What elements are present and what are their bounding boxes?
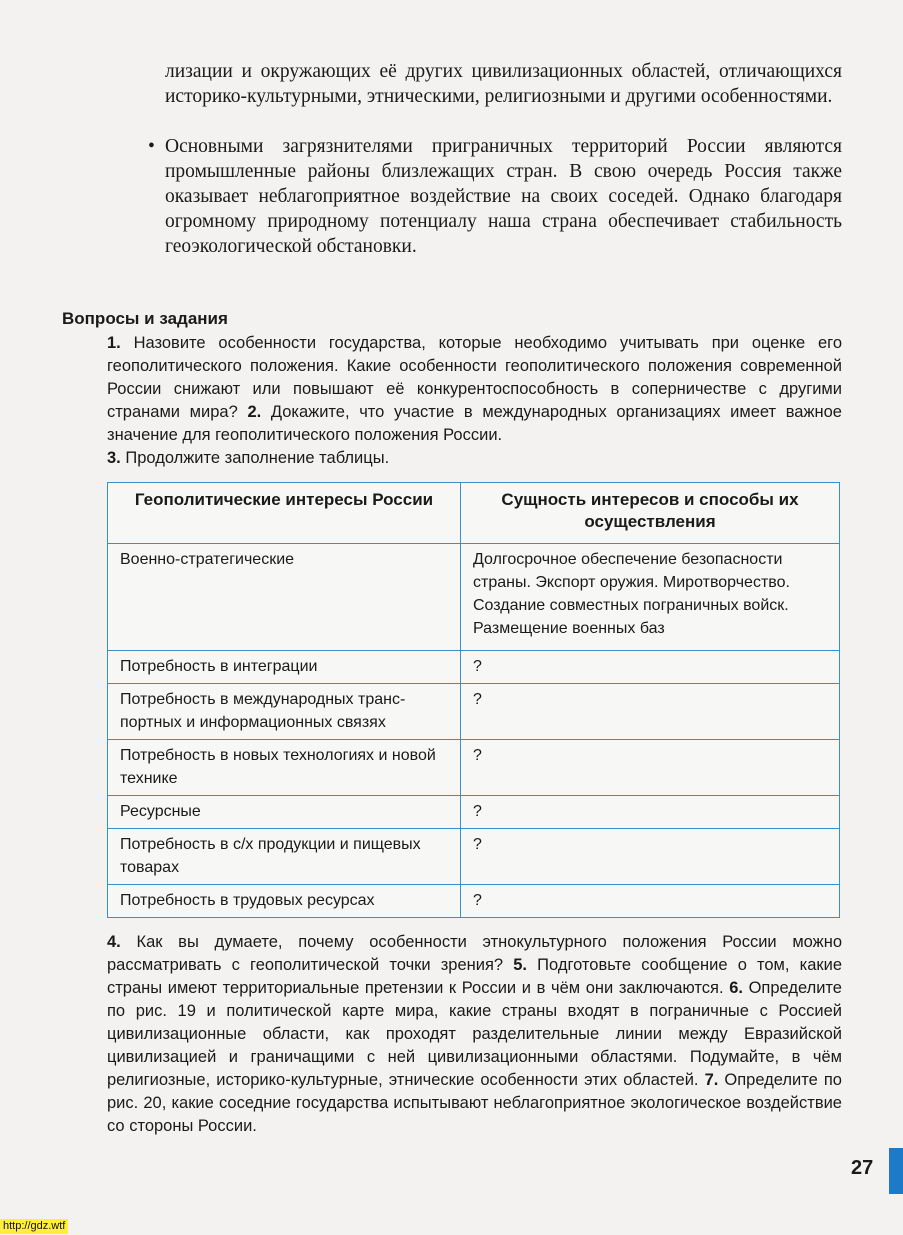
table-cell-interest: Потребность в международных транспортных и информационных связях [108, 684, 461, 740]
table-cell-essence: ? [461, 740, 840, 796]
question-text: Продолжите заполнение таблицы. [120, 449, 390, 467]
table-cell-interest: Потребность в с/х продукции и пищевых товарах [108, 829, 461, 885]
table-cell-interest: Потребность в трудовых ресурсах [108, 885, 461, 918]
table-header-interests: Геополитические интересы России [108, 483, 461, 544]
questions-block-bottom [107, 931, 842, 1138]
table-row [108, 684, 840, 740]
page-number: 27 [851, 1157, 874, 1179]
bullet-item [148, 134, 842, 259]
question-text: Определите по рис. 19 и политической карте мира, какие страны входят в пограничные с Россией цивилизационные области, как проходят разделительные линии между Евразийской цивилизацией и граничащими с ней цивилизационными областями. Подумайте, в чём религиозные, историко-культурные, этнические особенности этих областей. [107, 979, 842, 1089]
question-number: 1. [107, 334, 121, 352]
table-row [108, 651, 840, 684]
table-header-essence: Сущность интересов и способы их осуществления [461, 483, 840, 544]
table-cell-interest: Ресурсные [108, 796, 461, 829]
table-row [108, 829, 840, 885]
table-cell-essence: ? [461, 885, 840, 918]
page-edge-tab [889, 1148, 903, 1194]
question-number: 4. [107, 933, 121, 951]
paragraph-continuation: лизации и окружающих её других цивилизационных областей, отличающихся историко-культурными, этническими, религиозными и другими особенностями. [165, 61, 842, 107]
question-text: Определите по рис. 20, какие соседние государства испытывают неблагоприятное экологическое воздействие со стороны России. [107, 1071, 842, 1135]
table-cell-essence: ? [461, 796, 840, 829]
table-cell-essence: ? [461, 651, 840, 684]
question-text: Подготовьте сообщение о том, какие страны имеют территориальные претензии к России и в чём они заключаются. [107, 956, 842, 997]
table-cell-essence: Долгосрочное обеспечение безопасности страны. Экспорт оружия. Миротворчество. Создание совместных пограничных войск. Размещение военных баз [461, 544, 840, 651]
bullet-marker: • [148, 136, 155, 157]
question-text: Докажите, что участие в международных организациях имеет важное значение для геополитического положения России. [107, 403, 842, 444]
question-number: 3. [107, 449, 121, 467]
question-text: Как вы думаете, почему особенности этнокультурного положения России можно рассматривать с геополитической точки зрения? [107, 933, 842, 974]
question-number: 5. [513, 956, 528, 974]
geopolitical-interests-table [107, 482, 840, 918]
table-row [108, 796, 840, 829]
table-cell-interest: Потребность в новых технологиях и новой технике [108, 740, 461, 796]
table-cell-essence: ? [461, 829, 840, 885]
table-row [108, 885, 840, 918]
table-cell-interest: Военно-стратегические [108, 544, 461, 651]
bullet-paragraph: Основными загрязнителями приграничных территорий России являются промышленные районы близлежащих стран. В свою очередь Россия также оказывает неблагоприятное воздействие на своих соседей. Однако благодаря огромному природному потенциалу наша страна обеспечивает стабильность геоэкологической обстановки. [165, 136, 842, 257]
question-number: 6. [729, 979, 743, 997]
watermark-link[interactable]: http://gdz.wtf [0, 1219, 68, 1234]
table-cell-interest: Потребность в интеграции [108, 651, 461, 684]
questions-block-top [107, 332, 842, 470]
table-row [108, 544, 840, 651]
table-cell-essence: ? [461, 684, 840, 740]
section-heading: Вопросы и задания [62, 309, 228, 328]
question-number: 2. [247, 403, 262, 421]
question-number: 7. [704, 1071, 719, 1089]
question-text: Назовите особенности государства, которые необходимо учитывать при оценке его геополитического положения. Какие особенности геополитического положения современной России снижают или повышают её конкурентоспособность в соперничестве с другими странами мира? [107, 334, 842, 421]
table-row [108, 740, 840, 796]
table-header-row [108, 483, 840, 544]
